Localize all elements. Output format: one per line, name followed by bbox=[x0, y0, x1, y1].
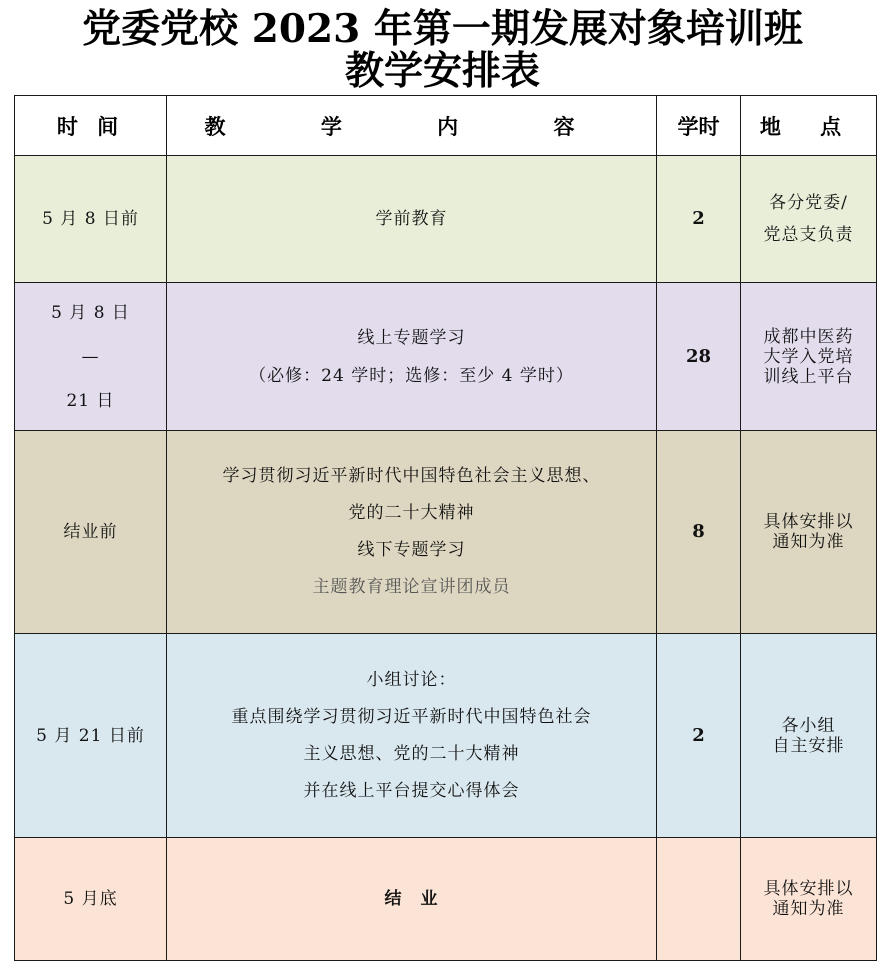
time-cell bbox=[15, 838, 167, 961]
content-text: 小组讨论： bbox=[366, 669, 457, 690]
time-text: 5 月 8 日前 bbox=[42, 209, 139, 229]
header-content: 教 学 内 容 bbox=[167, 96, 657, 156]
table-row bbox=[15, 634, 877, 838]
location-text: 自主安排 bbox=[772, 735, 845, 756]
content-text: 并在线上平台提交心得体会 bbox=[303, 780, 520, 801]
location-text: 成都中医药 bbox=[763, 326, 854, 347]
location-cell bbox=[741, 283, 877, 431]
content-text: 学习贯彻习近平新时代中国特色社会主义思想、 bbox=[222, 466, 601, 486]
content-text: （必修：24 学时；选修：至少 4 学时） bbox=[249, 365, 574, 386]
time-cell bbox=[15, 283, 167, 431]
header-row bbox=[15, 96, 877, 156]
content-cell bbox=[167, 283, 657, 431]
time-text: 5 月底 bbox=[63, 889, 118, 909]
location-text: 训线上平台 bbox=[763, 366, 854, 387]
time-cell bbox=[15, 431, 167, 634]
location-text: 通知为准 bbox=[772, 532, 845, 552]
location-text: 具体安排以 bbox=[763, 512, 854, 532]
schedule-table bbox=[14, 95, 877, 961]
table-row bbox=[15, 283, 877, 431]
time-cell bbox=[15, 634, 167, 838]
time-cell bbox=[15, 156, 167, 283]
hours-cell: 2 bbox=[657, 634, 741, 838]
document-title: 党委党校 2023 年第一期发展对象培训班 bbox=[82, 6, 803, 52]
time-text: 21 日 bbox=[66, 390, 115, 411]
hours-cell: 2 bbox=[657, 156, 741, 283]
location-cell bbox=[741, 431, 877, 634]
header-time: 时 间 bbox=[15, 96, 167, 156]
content-text: 线下专题学习 bbox=[357, 540, 466, 560]
table-row bbox=[15, 156, 877, 283]
content-text: 结 业 bbox=[384, 889, 439, 909]
location-text: 具体安排以 bbox=[763, 879, 854, 899]
time-dash: — bbox=[81, 346, 100, 367]
content-text: 重点围绕学习贯彻习近平新时代中国特色社会 bbox=[231, 706, 592, 727]
header-hours: 学时 bbox=[657, 96, 741, 156]
location-text: 各分党委/ bbox=[769, 193, 848, 213]
time-text: 5 月 21 日前 bbox=[36, 725, 145, 746]
content-cell bbox=[167, 156, 657, 283]
location-cell bbox=[741, 838, 877, 961]
location-text: 通知为准 bbox=[772, 899, 845, 919]
table-row bbox=[15, 431, 877, 634]
hours-cell bbox=[657, 838, 741, 961]
content-cell bbox=[167, 838, 657, 961]
content-note: 主题教育理论宣讲团成员 bbox=[312, 577, 511, 597]
header-location: 地 点 bbox=[741, 96, 877, 156]
hours-cell: 8 bbox=[657, 431, 741, 634]
location-text: 大学入党培 bbox=[763, 346, 854, 367]
time-text: 5 月 8 日 bbox=[51, 302, 130, 323]
time-text: 结业前 bbox=[63, 522, 118, 542]
content-text: 学前教育 bbox=[375, 209, 448, 229]
content-text: 线上专题学习 bbox=[357, 327, 466, 348]
document-subtitle: 教学安排表 bbox=[344, 48, 540, 94]
content-text: 主义思想、党的二十大精神 bbox=[303, 743, 520, 764]
location-cell bbox=[741, 156, 877, 283]
location-text: 各小组 bbox=[781, 715, 836, 736]
content-cell bbox=[167, 634, 657, 838]
table-row bbox=[15, 838, 877, 961]
content-cell bbox=[167, 431, 657, 634]
location-cell bbox=[741, 634, 877, 838]
content-text: 党的二十大精神 bbox=[348, 503, 475, 523]
location-text: 党总支负责 bbox=[763, 225, 854, 245]
hours-cell: 28 bbox=[657, 283, 741, 431]
